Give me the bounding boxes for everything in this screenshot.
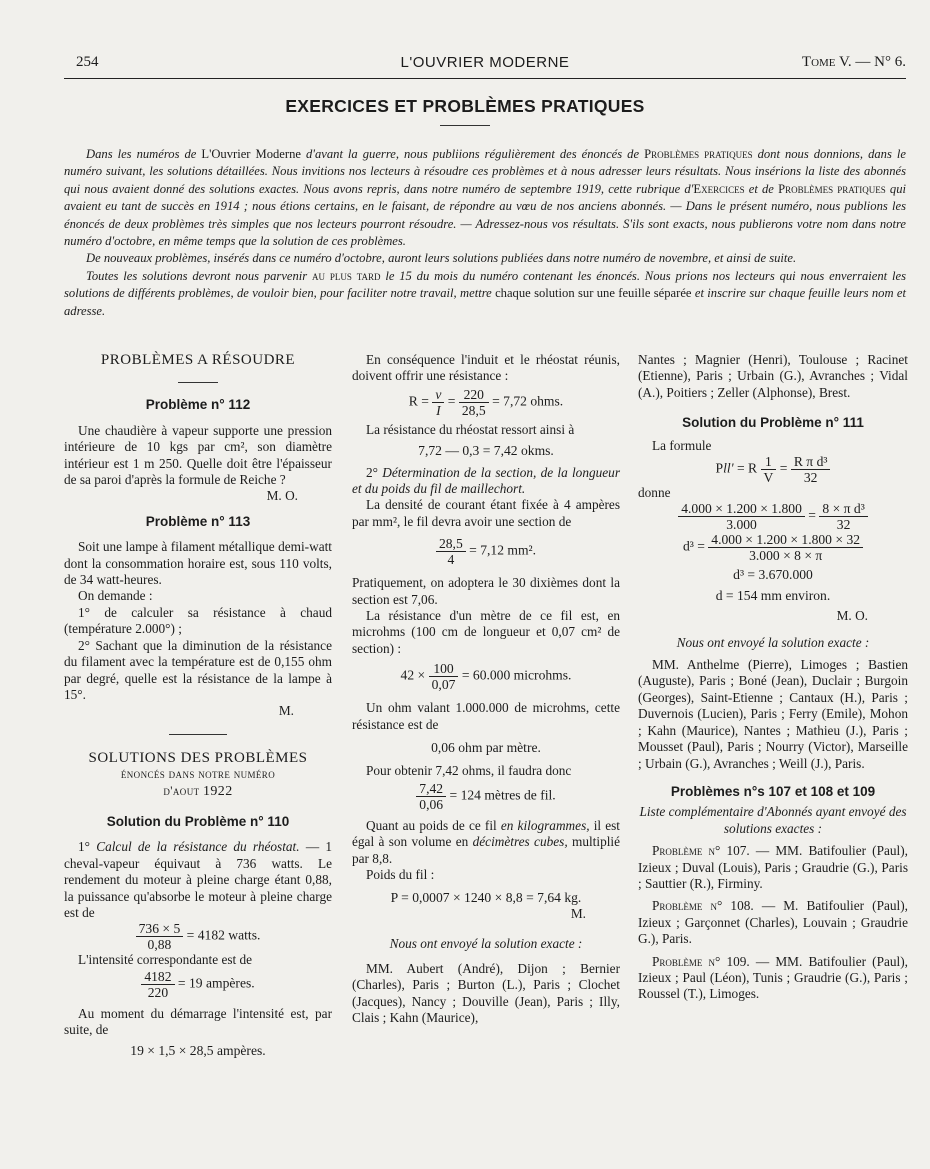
- fraction-numerator: 7,42: [419, 780, 444, 796]
- formula-equals: = R: [736, 460, 758, 476]
- senders-text: — MM. Batifoulier (Paul), Izieux ; Paul (Léon), Tunis ; Graudrie (G.), Paris ; Roussel (T.), Limoges.: [638, 953, 908, 1002]
- intro-text-run: Toutes les solutions devront nous parvenir: [86, 268, 308, 283]
- formula-result: = 7,12 mm².: [469, 542, 537, 558]
- fraction-numerator: 4.000 × 1.200 × 1.800 × 32: [711, 532, 861, 548]
- fraction-numerator: R π d³: [793, 454, 828, 470]
- fraction-denominator: 32: [791, 469, 831, 485]
- formula-power: [64, 921, 332, 952]
- fraction-denominator: 4: [436, 551, 466, 567]
- intro-text-run: qui avaient eu tant de succès en 1914 ; nous étions certains, en le faisant, de répondre au vœu de nos anciens abonnés. — Dans le présent numéro, nous publions les énoncés de deux problèmes très simples que nos lecteurs pourront résoudre. — Adressez-nous vos résultats. S'ils sont exacts, nous publierons votre nom dans notre numéro d'octobre, en même temps que la solution de ces problèmes.: [64, 181, 907, 249]
- fraction-numerator: 736 × 5: [138, 921, 181, 937]
- fraction-denominator: V: [761, 469, 777, 485]
- fraction: [761, 454, 777, 485]
- formula-reiche: [638, 454, 908, 485]
- formula-result: = 7,72 ohms.: [492, 393, 564, 409]
- intro-text-run: Dans les numéros de: [86, 147, 197, 161]
- fraction-denominator: 220: [141, 984, 174, 1000]
- problem-107-senders: [638, 843, 908, 892]
- emphasis-inline: décimètres cubes,: [472, 834, 568, 850]
- year-text: 1922: [203, 783, 233, 799]
- fraction-denominator: 0,88: [136, 936, 184, 952]
- fraction: [432, 387, 444, 418]
- fraction-denominator: 3.000 × 8 × π: [708, 547, 863, 563]
- problem-113-title: Problème n° 113: [145, 513, 251, 529]
- problem-113-q1: 1° de calculer sa résistance à chaud (température 2.000°) ;: [64, 604, 332, 637]
- section-heading-problems: PROBLÈMES A RÉSOUDRE: [100, 352, 296, 368]
- formula-equals: =: [779, 460, 788, 476]
- intro-text-run: le 15 du mois du numéro contenant les énoncés. Nous prions nos lecteurs qui nous enverraient les solutions de différents problèmes, de vouloir bien, pour faciliter notre travail, mettre: [64, 268, 906, 301]
- correct-senders-list-continued: Nantes ; Magnier (Henri), Toulouse ; Racinet (Etienne), Paris ; Urbain (G.), Avranches ; Vidal (A.), Poitiers ; Zeller (Alphonse), Brest.: [638, 352, 908, 400]
- intro-text: [64, 146, 906, 320]
- solution-111-p1: La formule: [652, 437, 712, 453]
- solution-111-title: Solution du Problème n° 111: [682, 415, 864, 431]
- fraction: [459, 387, 489, 418]
- emphasis-inline: au plus tard: [312, 268, 381, 283]
- solution-110-p10: Un ohm valant 1.000.000 de microhms, cette résistance est de: [352, 700, 620, 732]
- item-number: 2°: [366, 464, 378, 480]
- fraction-denominator: 32: [819, 516, 867, 532]
- formula-microhms: [352, 661, 620, 692]
- solution-110-p13: Poids du fil :: [366, 867, 435, 883]
- solution-110-p1: [64, 839, 332, 921]
- formula-weight: P = 0,0007 × 1240 × 8,8 = 7,64 kg.: [390, 889, 582, 905]
- section-name-inline: Problèmes pratiques: [644, 147, 753, 161]
- item-number: 1°: [78, 839, 90, 855]
- journal-name-inline: L'Ouvrier Moderne: [201, 147, 301, 161]
- solution-110-p12: [352, 818, 620, 867]
- formula-equals: =: [447, 393, 456, 409]
- formula-rheostat: 7,72 — 0,3 = 7,42 okms.: [418, 443, 554, 459]
- subheading-inline: Calcul de la résistance du rhéostat.: [96, 839, 300, 855]
- formula-resistance: [352, 387, 620, 418]
- fraction: [136, 921, 184, 952]
- intro-text-run: De nouveaux problèmes, insérés dans ce numéro d'octobre, auront leurs solutions publiées dans notre numéro de novembre, et ainsi de suite.: [86, 251, 797, 266]
- fraction-numerator: 100: [433, 661, 454, 677]
- formula-lhs: 42 ×: [400, 667, 426, 683]
- fraction: [429, 661, 459, 692]
- problem-113-ask: On demande :: [78, 588, 153, 604]
- formula-variable: ll': [723, 460, 734, 476]
- solution-110-p3: Au moment du démarrage l'intensité est, par suite, de: [64, 1005, 332, 1038]
- month-text: d'aout: [163, 783, 200, 798]
- fraction-numerator: 220: [463, 386, 484, 402]
- signature: M. O.: [266, 488, 298, 504]
- volume-issue: Tome V. — N° 6.: [801, 54, 906, 70]
- formula-result: = 124 mètres de fil.: [449, 787, 556, 803]
- journal-title: L'OUVRIER MODERNE: [400, 54, 570, 71]
- fraction-numerator: v: [435, 386, 442, 402]
- running-header: [64, 54, 906, 79]
- fraction-numerator: 1: [765, 454, 772, 470]
- fraction-denominator: 28,5: [459, 402, 489, 418]
- section-name-inline: Exercices: [693, 181, 745, 196]
- solution-110-p11: Pour obtenir 7,42 ohms, il faudra donc: [366, 762, 572, 778]
- problem-109-senders: [638, 954, 908, 1003]
- fraction: [141, 969, 174, 1000]
- fraction-denominator: 0,07: [429, 676, 459, 692]
- body-text-run: Quant au poids de ce fil: [366, 817, 497, 833]
- correct-senders-heading: Nous ont envoyé la solution exacte :: [389, 936, 583, 952]
- fraction: [416, 781, 446, 812]
- body-text-run: — 1 cheval-vapeur équivaut à 736 watts. Le rendement du moteur à pleine charge étant 0,88, la puissance qu'absorbe le moteur à pleine charge est de: [64, 839, 332, 920]
- problem-108-senders: [638, 898, 908, 947]
- formula-substitution: [638, 501, 908, 532]
- column-middle: [352, 352, 620, 1026]
- formula-section: [352, 536, 620, 567]
- formula-d-cubed-value: d³ = 3.670.000: [733, 567, 813, 583]
- problem-112-text: Une chaudière à vapeur supporte une pression intérieure de 10 kgs par cm², son diamètre intérieur est 1 m 250. Quelle doit être l'épaisseur de sa paroi d'après la formule de Reiche ?: [64, 422, 332, 488]
- fraction: [436, 536, 466, 567]
- solution-111-p2: donne: [638, 485, 671, 501]
- intro-text-run: d'avant la guerre, nous publiions régulièrement des énoncés de: [305, 147, 640, 161]
- solution-110-p5: La résistance du rhéostat ressort ainsi à: [366, 421, 575, 437]
- signature: M.: [570, 905, 586, 921]
- solution-110-p7: La densité de courant étant fixée à 4 ampères par mm², le fil devra avoir une section de: [352, 497, 620, 529]
- formula-diameter: d = 154 mm environ.: [715, 587, 831, 603]
- correct-senders-heading: Nous ont envoyé la solution exacte :: [676, 634, 870, 650]
- solution-110-p2: L'intensité correspondante est de: [78, 952, 253, 968]
- formula-lhs: P: [715, 460, 724, 476]
- intro-paragraph: [64, 268, 906, 320]
- fraction: [708, 532, 863, 563]
- fraction: [819, 501, 867, 532]
- title-rule: [440, 125, 490, 126]
- body-text-run: il est égal à son volume en: [352, 817, 620, 850]
- signature: M.: [278, 703, 294, 719]
- formula-startup: 19 × 1,5 × 28,5 ampères.: [130, 1042, 266, 1058]
- formula-length: [352, 781, 620, 812]
- intro-paragraph: [64, 250, 906, 267]
- solution-110-p6: [352, 465, 620, 498]
- formula-d-cubed: [638, 532, 908, 563]
- formula-ohm-per-metre: 0,06 ohm par mètre.: [431, 740, 541, 756]
- section-heading-solutions: SOLUTIONS DES PROBLÈMES: [88, 749, 308, 766]
- fraction-numerator: 28,5: [438, 536, 463, 552]
- page-title: EXERCICES ET PROBLÈMES PRATIQUES: [285, 96, 645, 116]
- intro-text-run: et de: [748, 181, 774, 196]
- intro-paragraph: [64, 146, 906, 250]
- intro-text-run: dont nous donnions, dans le numéro suivant, les solutions détaillées. Nous invitions nos lecteurs à résoudre ces problèmes et à nous adresser leurs résultats. Nous insérions la liste des abonnés qui nous avaient donné des solutions exactes. Nous avons repris, dans notre numéro de septembre 1919, cette rubrique d': [64, 147, 906, 196]
- solution-110-p8: Pratiquement, on adoptera le 30 dixièmes dont la section est 7,06.: [352, 575, 620, 607]
- senders-text: — MM. Batifoulier (Paul), Izieux ; Duval (Louis), Paris ; Graudrie (G.), Paris ; Sauttier (R.), Firminy.: [638, 843, 908, 891]
- formula-lhs: R =: [408, 393, 429, 409]
- formula-result: = 60.000 microhms.: [461, 667, 572, 683]
- fraction-denominator: 3.000: [678, 516, 805, 532]
- problem-label: Problème n° 108.: [652, 898, 754, 914]
- solution-110-p4: En conséquence l'induit et le rhéostat réunis, doivent offrir une résistance :: [352, 352, 620, 384]
- emphasis-inline: en kilogrammes,: [500, 817, 590, 833]
- senders-text: — M. Batifoulier (Paul), Izieux ; Garçonnet (Charles), Louvain ; Graudrie G.), Paris.: [638, 898, 908, 947]
- fraction: [791, 454, 831, 485]
- page-number: 254: [76, 54, 99, 70]
- problem-label: Problème n° 107.: [652, 843, 750, 859]
- problem-113-text: Soit une lampe à filament métallique demi-watt dont la consommation horaire est, sous 110 volts, de 34 watt-heures.: [64, 539, 332, 588]
- fraction-denominator: 0,06: [416, 796, 446, 812]
- intro-text-run: et inscrire sur chaque feuille leurs nom et adresse.: [64, 286, 906, 318]
- solution-110-title: Solution du Problème n° 110: [106, 813, 290, 829]
- fraction-numerator: 8 × π d³: [822, 501, 865, 517]
- solution-110-p9: La résistance d'un mètre de ce fil est, en microhms (100 cm de longueur et 0,07 cm² de section) :: [352, 608, 620, 656]
- problem-label: Problème n° 109.: [652, 953, 750, 969]
- signature: M. O.: [836, 608, 868, 624]
- emphasis-inline: chaque solution sur une feuille séparée: [495, 286, 692, 301]
- problem-113-q2: 2° Sachant que la diminution de la résistance du filament avec la température est de 0,155 ohm par degré, quelle est la résistance de la lampe à 15°.: [64, 637, 332, 702]
- correct-senders-list: MM. Aubert (André), Dijon ; Bernier (Charles), Paris ; Burton (L.), Paris ; Clochet (Jacques), Nancy ; Douville (Jean), Paris ; Illy, Clais ; Kahn (Maurice),: [352, 960, 620, 1025]
- fraction-numerator: 4.000 × 1.200 × 1.800: [681, 501, 802, 517]
- solutions-subheading: énoncés dans notre numéro: [120, 767, 276, 782]
- formula-result: = 4182 watts.: [186, 928, 261, 943]
- problems-107-109-title: Problèmes n°s 107 et 108 et 109: [670, 783, 876, 799]
- formula-result: = 19 ampères.: [177, 975, 255, 991]
- formula-equals: =: [808, 508, 816, 524]
- column-left: [64, 352, 332, 1059]
- supplementary-list-heading: Liste complémentaire d'Abonnés ayant envoyé des solutions exactes :: [639, 804, 907, 836]
- correct-senders-list: MM. Anthelme (Pierre), Limoges ; Bastien (Auguste), Paris ; Boné (Jean), Duclair ; Burgoin (Georges), Saint-Etienne ; Cantaux (H.), Paris ; Duvernois (Lucien), Paris ; Ferry (Emile), Mohon ; Kahn (Maurice), Nantes ; Mathieu (J.), Paris ; Mousset (Paul), Paris ; Nourry (Victor), Marseille ; Urbain (G.), Avranches ; Weill (J.), Paris.: [638, 657, 908, 771]
- fraction-denominator: I: [432, 402, 444, 418]
- formula-lhs: d³ =: [682, 539, 705, 555]
- problem-112-title: Problème n° 112: [145, 397, 251, 413]
- fraction-numerator: 4182: [144, 968, 172, 984]
- formula-intensity: [64, 969, 332, 1000]
- fraction: [678, 501, 805, 532]
- section-name-inline: Problèmes pratiques: [778, 181, 886, 196]
- subheading-inline: Détermination de la section, de la longueur et du poids du fil de maillechort.: [352, 464, 620, 497]
- solutions-subheading-date: [64, 783, 332, 800]
- column-right: [638, 352, 908, 1003]
- body-text-run: multiplié par 8,8.: [352, 834, 621, 866]
